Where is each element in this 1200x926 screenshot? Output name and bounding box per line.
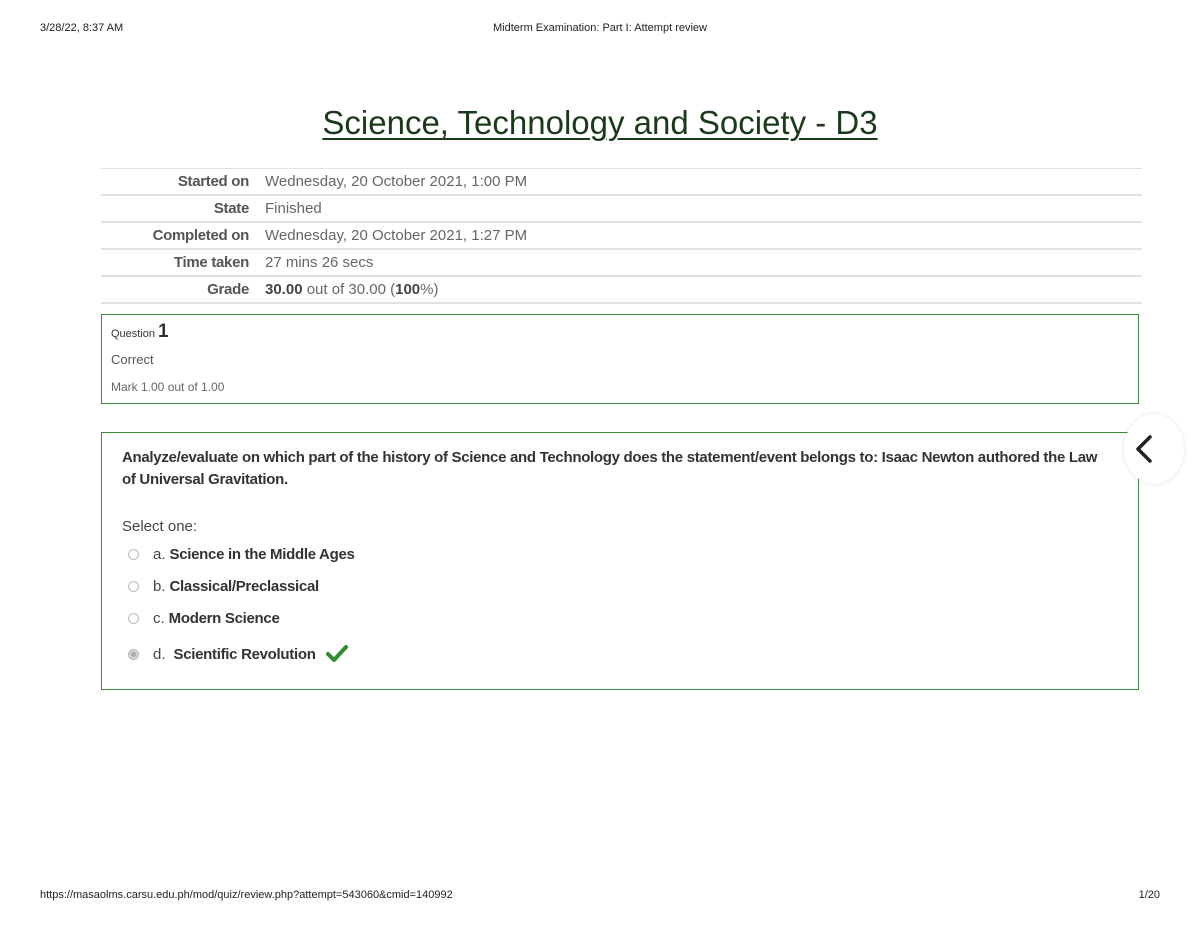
started-on-label: Started on [177, 173, 249, 190]
question-number-value: 1 [158, 321, 169, 342]
print-footer [40, 889, 1160, 905]
summary-row-completed [101, 223, 1142, 250]
question-info-box [101, 314, 1139, 404]
radio-option-b[interactable] [128, 581, 139, 592]
option-text: Modern Science [168, 609, 280, 627]
radio-option-a[interactable] [128, 549, 139, 560]
select-one-prompt: Select one: [122, 518, 198, 535]
time-taken-label: Time taken [173, 254, 249, 271]
grade-label: Grade [207, 281, 249, 298]
option-text: Classical/Preclassical [169, 577, 319, 595]
answer-option-a[interactable] [128, 543, 355, 565]
option-letter: b. [153, 577, 166, 595]
answer-option-c[interactable] [128, 607, 280, 629]
radio-option-c[interactable] [128, 613, 139, 624]
completed-on-label: Completed on [152, 227, 249, 244]
grade-score: 30.00 [265, 281, 303, 298]
option-letter: a. [153, 545, 166, 563]
attempt-summary-table [101, 168, 1142, 304]
option-text: Science in the Middle Ages [169, 545, 355, 563]
grade-percent: 100 [395, 281, 421, 298]
radio-option-d-selected[interactable] [128, 649, 139, 660]
completed-on-value: Wednesday, 20 October 2021, 1:27 PM [265, 227, 528, 244]
question-mark: Mark 1.00 out of 1.00 [111, 380, 225, 394]
answer-option-d[interactable] [128, 643, 348, 665]
course-title[interactable]: Science, Technology and Society - D3 [322, 104, 878, 141]
page-number: 1/20 [1138, 889, 1160, 901]
summary-row-grade [101, 277, 1142, 304]
time-taken-value: 27 mins 26 secs [265, 254, 374, 271]
print-url: https://masaolms.carsu.edu.ph/mod/quiz/review.php?attempt=543060&cmid=140992 [40, 889, 453, 901]
question-text: Analyze/evaluate on which part of the history of Science and Technology does the statement/event belongs to: Isaac Newton authored the Law of Universal Gravitation. [122, 449, 1098, 488]
chevron-left-icon [1132, 434, 1156, 464]
started-on-value: Wednesday, 20 October 2021, 1:00 PM [265, 173, 528, 190]
option-letter: d. [153, 645, 166, 663]
checkmark-icon [326, 644, 348, 664]
question-label: Question [111, 328, 156, 340]
option-letter: c. [153, 609, 165, 627]
answer-option-b[interactable] [128, 575, 319, 597]
option-text: Scientific Revolution [173, 645, 316, 663]
grade-value [265, 281, 439, 298]
print-header [40, 22, 1160, 38]
summary-row-state [101, 196, 1142, 223]
summary-row-time [101, 250, 1142, 277]
state-label: State [213, 200, 249, 217]
grade-suffix: %) [420, 281, 439, 298]
state-value: Finished [265, 200, 322, 217]
print-date: 3/28/22, 8:37 AM [40, 22, 124, 34]
drawer-toggle-button[interactable] [1124, 414, 1184, 484]
summary-row-started [101, 169, 1142, 196]
question-number [111, 321, 169, 343]
print-title: Midterm Examination: Part I: Attempt review [493, 22, 707, 34]
grade-out-of: out of 30.00 ( [302, 281, 396, 298]
question-content-box [101, 432, 1139, 690]
question-state: Correct [111, 352, 154, 367]
